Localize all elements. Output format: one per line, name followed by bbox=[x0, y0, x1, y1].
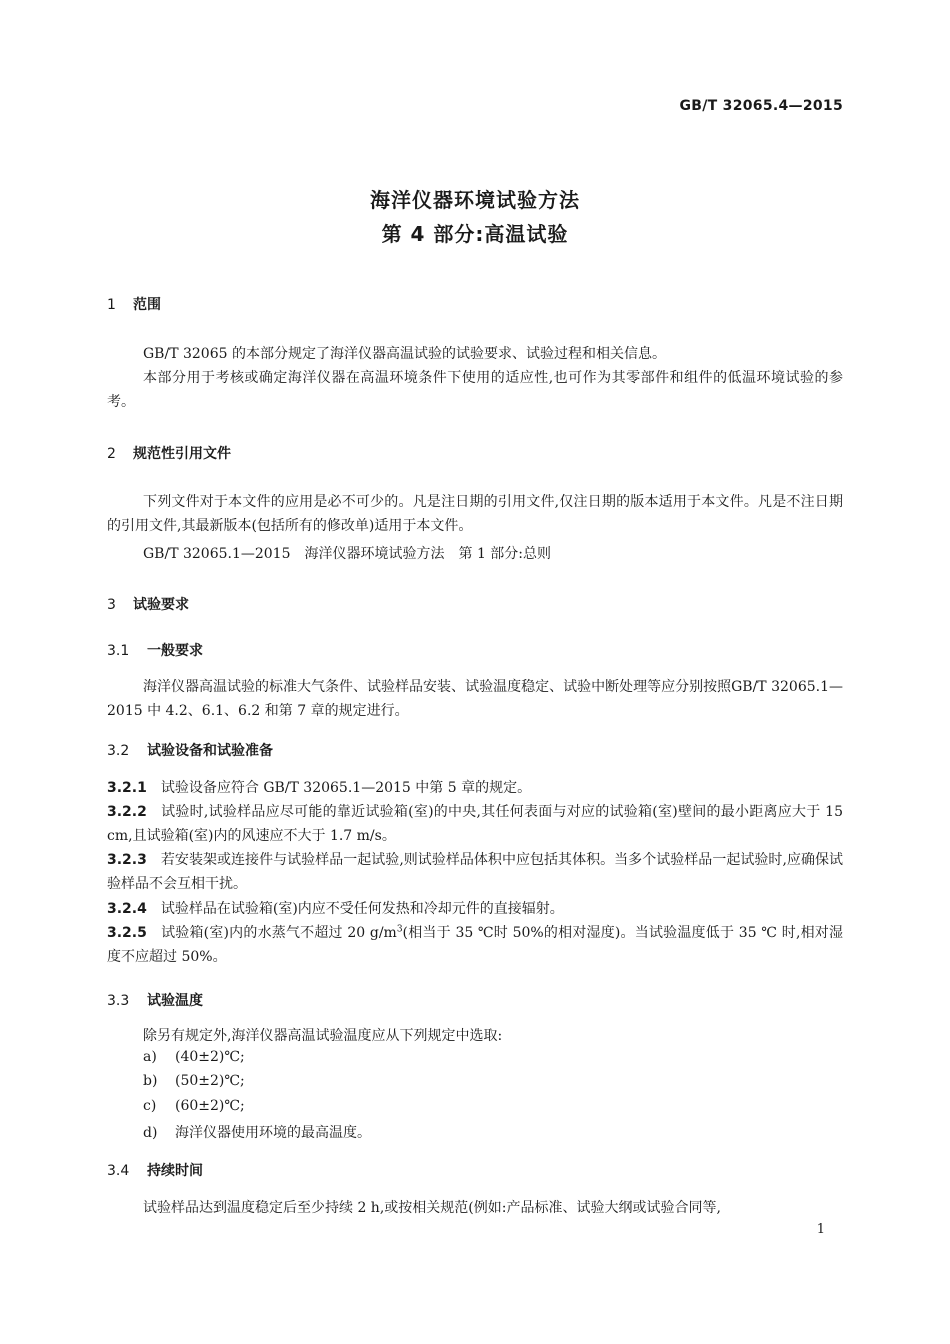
list-item bbox=[143, 1098, 245, 1114]
section-3-4-paragraph: 试验样品达到温度稳定后至少持续 2 h,或按相关规范(例如:产品标准、试验大纲或试验合同等, bbox=[143, 1200, 721, 1216]
clause-number: 3.2.4 bbox=[107, 901, 147, 917]
list-text: (40±2)℃; bbox=[175, 1049, 245, 1065]
section-2-reference: GB/T 32065.1—2015 海洋仪器环境试验方法 第 1 部分:总则 bbox=[143, 546, 552, 562]
clause-3-2-5 bbox=[107, 921, 843, 969]
list-label: b) bbox=[143, 1073, 158, 1089]
section-3-4-heading bbox=[107, 1160, 203, 1180]
section-3-heading bbox=[107, 594, 189, 614]
subsection-number: 3.3 bbox=[107, 993, 130, 1009]
list-item bbox=[143, 1073, 245, 1089]
section-1-paragraph-2: 本部分用于考核或确定海洋仪器在高温环境条件下使用的适应性,也可作为其零部件和组件的低温环境试验的参考。 bbox=[107, 370, 843, 410]
subsection-title: 持续时间 bbox=[147, 1163, 203, 1179]
subsection-number: 3.2 bbox=[107, 743, 130, 759]
list-text: (60±2)℃; bbox=[175, 1098, 245, 1114]
section-3-1-heading bbox=[107, 640, 203, 660]
subsection-title: 试验设备和试验准备 bbox=[147, 743, 273, 759]
list-label: c) bbox=[143, 1098, 157, 1114]
list-label: d) bbox=[143, 1125, 158, 1141]
clause-3-2-1 bbox=[107, 776, 843, 800]
section-3-3-intro: 除另有规定外,海洋仪器高温试验温度应从下列规定中选取: bbox=[143, 1028, 503, 1044]
clause-text: 试验时,试验样品应尽可能的靠近试验箱(室)的中央,其任何表面与对应的试验箱(室)壁间的最小距离应大于 15 cm,且试验箱(室)内的风速应不大于 1.7 m/s。 bbox=[107, 804, 843, 844]
list-item bbox=[143, 1049, 245, 1065]
clause-3-2-3 bbox=[107, 848, 843, 896]
list-item bbox=[143, 1122, 371, 1142]
section-number: 2 bbox=[107, 446, 116, 462]
clause-text: 若安装架或连接件与试验样品一起试验,则试验样品体积中应包括其体积。当多个试验样品一起试验时,应确保试验样品不会互相干扰。 bbox=[107, 852, 843, 892]
clause-number: 3.2.3 bbox=[107, 852, 147, 868]
document-title-line1: 海洋仪器环境试验方法 bbox=[370, 188, 580, 212]
section-3-3-heading bbox=[107, 990, 203, 1010]
page-number: 1 bbox=[816, 1222, 825, 1237]
section-3-2-heading bbox=[107, 740, 273, 760]
clause-3-2-2 bbox=[107, 800, 843, 848]
section-3-1-paragraph: 海洋仪器高温试验的标准大气条件、试验样品安装、试验温度稳定、试验中断处理等应分别按照GB/T 32065.1—2015 中 4.2、6.1、6.2 和第 7 章的规定进行。 bbox=[107, 679, 843, 719]
list-label: a) bbox=[143, 1049, 157, 1065]
superscript-3: 3 bbox=[396, 924, 403, 935]
clause-text-part-1: 试验箱(室)内的水蒸气不超过 20 g/m bbox=[160, 925, 397, 941]
clause-number: 3.2.2 bbox=[107, 804, 147, 820]
section-1-heading bbox=[107, 294, 161, 314]
list-text: (50±2)℃; bbox=[175, 1073, 245, 1089]
clause-3-2-4 bbox=[107, 897, 843, 921]
clause-text: 试验设备应符合 GB/T 32065.1—2015 中第 5 章的规定。 bbox=[160, 780, 532, 796]
subsection-number: 3.4 bbox=[107, 1163, 130, 1179]
section-2-heading bbox=[107, 443, 231, 463]
standard-number: GB/T 32065.4—2015 bbox=[679, 98, 843, 114]
section-number: 1 bbox=[107, 297, 116, 313]
clause-number: 3.2.1 bbox=[107, 780, 147, 796]
section-number: 3 bbox=[107, 597, 116, 613]
section-1-paragraph-1: GB/T 32065 的本部分规定了海洋仪器高温试验的试验要求、试验过程和相关信息。 bbox=[143, 346, 666, 362]
subsection-title: 试验温度 bbox=[147, 993, 203, 1009]
section-title: 规范性引用文件 bbox=[133, 446, 231, 462]
subsection-title: 一般要求 bbox=[147, 643, 203, 659]
section-2-paragraph-1: 下列文件对于本文件的应用是必不可少的。凡是注日期的引用文件,仅注日期的版本适用于本文件。凡是不注日期的引用文件,其最新版本(包括所有的修改单)适用于本文件。 bbox=[107, 494, 843, 534]
document-title-line2: 第 4 部分:高温试验 bbox=[381, 222, 569, 246]
section-title: 试验要求 bbox=[133, 597, 189, 613]
section-title: 范围 bbox=[133, 297, 161, 313]
clause-text: 试验样品在试验箱(室)内应不受任何发热和冷却元件的直接辐射。 bbox=[160, 901, 564, 917]
clause-number: 3.2.5 bbox=[107, 925, 147, 941]
clause-text-part-2: (相当于 35 ℃时 50%的相对湿度)。当试验温度低于 35 ℃ 时,相对湿度不应超过 50%。 bbox=[107, 925, 843, 965]
list-text: 海洋仪器使用环境的最高温度。 bbox=[175, 1125, 371, 1141]
subsection-number: 3.1 bbox=[107, 643, 130, 659]
